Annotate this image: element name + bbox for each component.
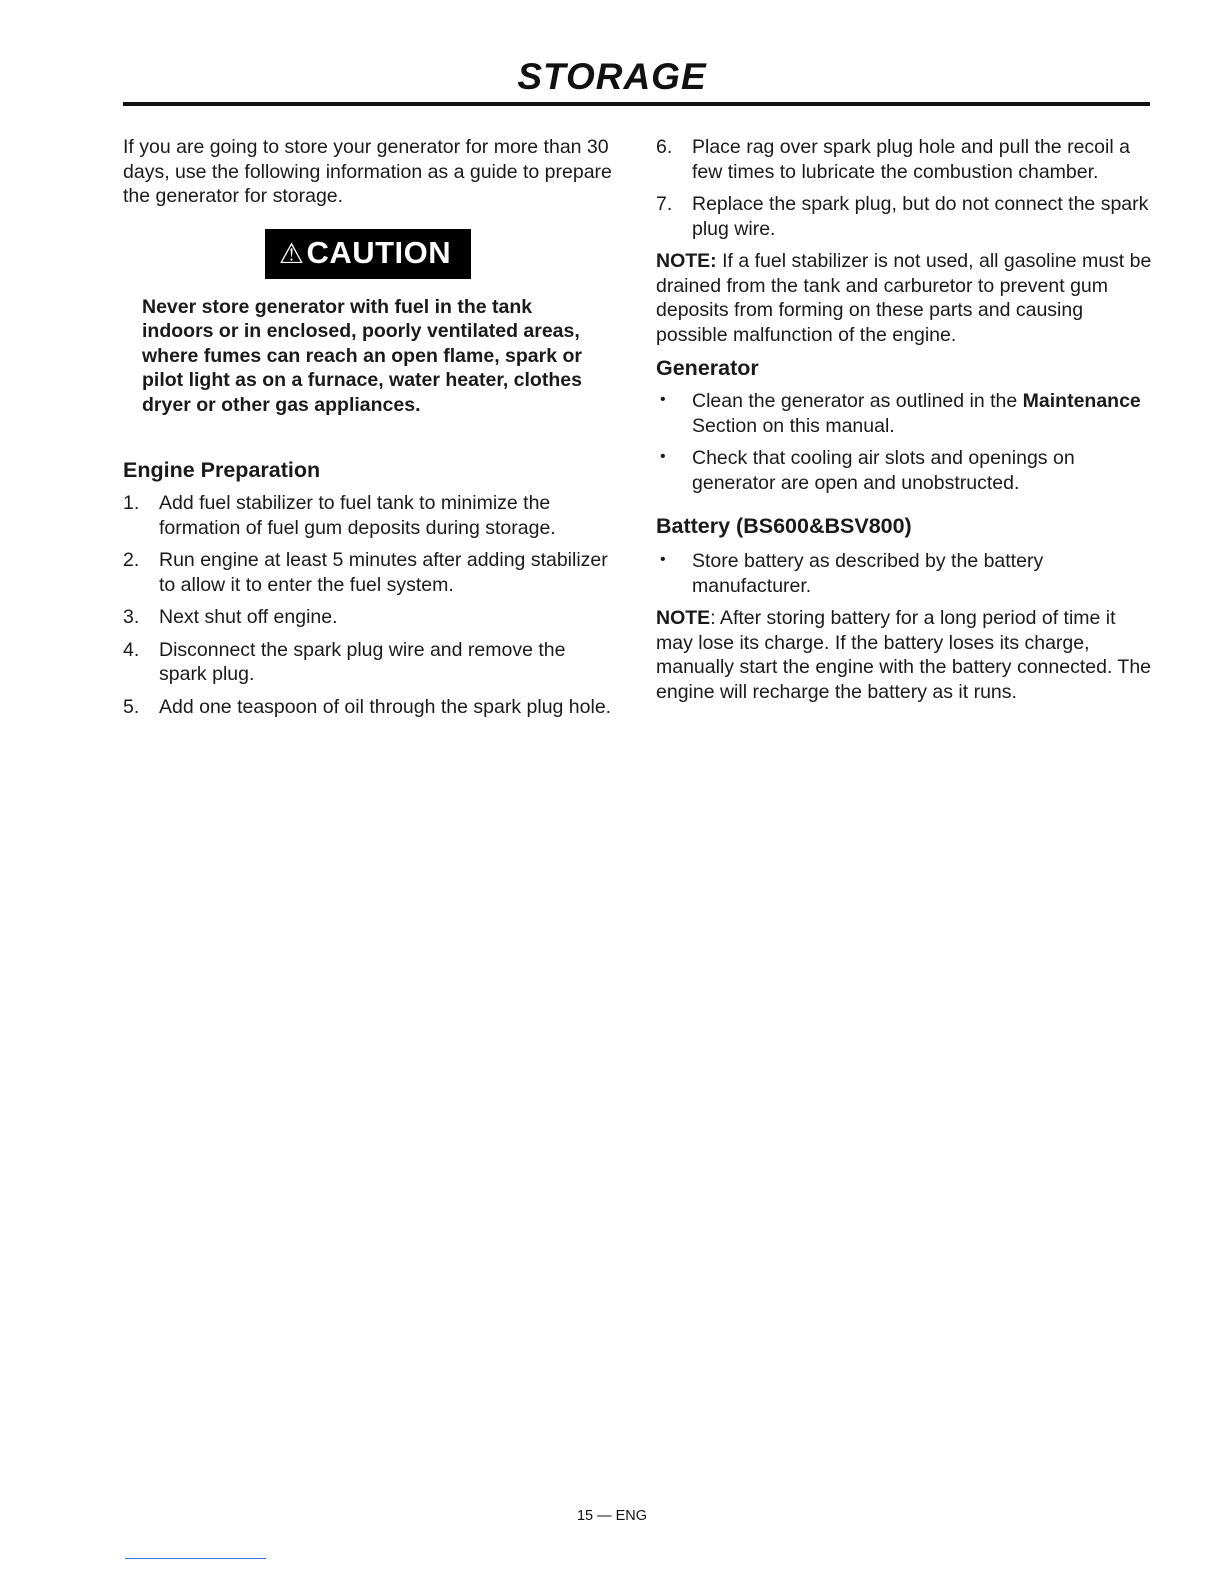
step-number: 4. [123, 638, 140, 661]
step-text: Place rag over spark plug hole and pull the recoil a few times to lubricate the combustion chamber. [692, 136, 1130, 183]
bottom-link-line [125, 1558, 266, 1559]
list-item [123, 491, 613, 540]
battery-list [656, 549, 1152, 598]
note-text: : After storing battery for a long period of time it may lose its charge. If the battery loses its charge, manually start the engine with the battery connected. The engine will recharge the battery as it runs. [656, 607, 1152, 703]
item-text: Store battery as described by the battery manufacturer. [692, 550, 1044, 597]
caution-text: Never store generator with fuel in the tank indoors or in enclosed, poorly ventilated areas, where fumes can reach an open flame, spark or pilot light as on a furnace, water heater, clothes dryer or other gas appliances. [142, 295, 582, 416]
page-number: 15 — ENG [576, 1508, 648, 1524]
list-item [656, 446, 1152, 495]
engine-steps-list-continued [656, 135, 1152, 241]
note-label: NOTE [656, 607, 711, 629]
list-item [656, 135, 1152, 184]
bullet-icon: • [660, 391, 666, 408]
list-item [123, 605, 613, 630]
warning-triangle-icon: ⚠ [278, 237, 305, 269]
step-text: Run engine at least 5 minutes after adding stabilizer to allow it to enter the fuel system. [159, 549, 608, 596]
intro-paragraph: If you are going to store your generator for more than 30 days, use the following information as a guide to prepare the generator for storage. [123, 136, 612, 207]
step-text: Disconnect the spark plug wire and remove the spark plug. [159, 638, 566, 685]
list-item [656, 389, 1152, 438]
engine-preparation-heading: Engine Preparation [123, 458, 321, 482]
step-number: 2. [123, 549, 140, 571]
generator-list [656, 389, 1152, 495]
fuel-note [656, 249, 1152, 347]
step-number: 3. [123, 606, 140, 628]
list-item [656, 549, 1152, 598]
engine-steps-list [123, 491, 613, 719]
right-column [656, 135, 1152, 712]
battery-heading: Battery (BS600&BSV800) [656, 514, 912, 538]
step-text: Replace the spark plug, but do not connect the spark plug wire. [692, 193, 1149, 240]
generator-heading: Generator [656, 356, 759, 380]
step-number: 1. [123, 492, 140, 514]
bullet-icon: • [660, 551, 666, 568]
list-item [656, 192, 1152, 241]
list-item [123, 638, 613, 687]
step-text: Add fuel stabilizer to fuel tank to minimize the formation of fuel gum deposits during storage. [159, 492, 556, 539]
left-column [123, 135, 613, 727]
step-text: Next shut off engine. [159, 606, 338, 628]
step-text: Add one teaspoon of oil through the spark plug hole. [159, 695, 612, 718]
page-title: STORAGE [517, 56, 707, 97]
maintenance-reference: Maintenance [1022, 390, 1141, 412]
battery-note [656, 606, 1152, 704]
step-number: 6. [656, 136, 673, 158]
bullet-icon: • [660, 448, 666, 465]
note-label: NOTE: [656, 250, 717, 272]
title-rule [123, 102, 1150, 106]
list-item [123, 548, 613, 597]
step-number: 5. [123, 695, 140, 718]
item-text-after: Section on this manual. [692, 414, 895, 437]
caution-label: CAUTION [306, 234, 452, 270]
caution-label-box [265, 229, 471, 279]
item-text: Check that cooling air slots and openings on generator are open and unobstructed. [692, 447, 1075, 494]
list-item [123, 695, 613, 720]
step-number: 7. [656, 193, 673, 215]
item-text-before: Clean the generator as outlined in the [692, 390, 1023, 412]
caution-banner [123, 229, 613, 279]
note-text: If a fuel stabilizer is not used, all gasoline must be drained from the tank and carburetor to prevent gum deposits from forming on these parts and causing possible malfunction of the engine. [656, 250, 1152, 346]
